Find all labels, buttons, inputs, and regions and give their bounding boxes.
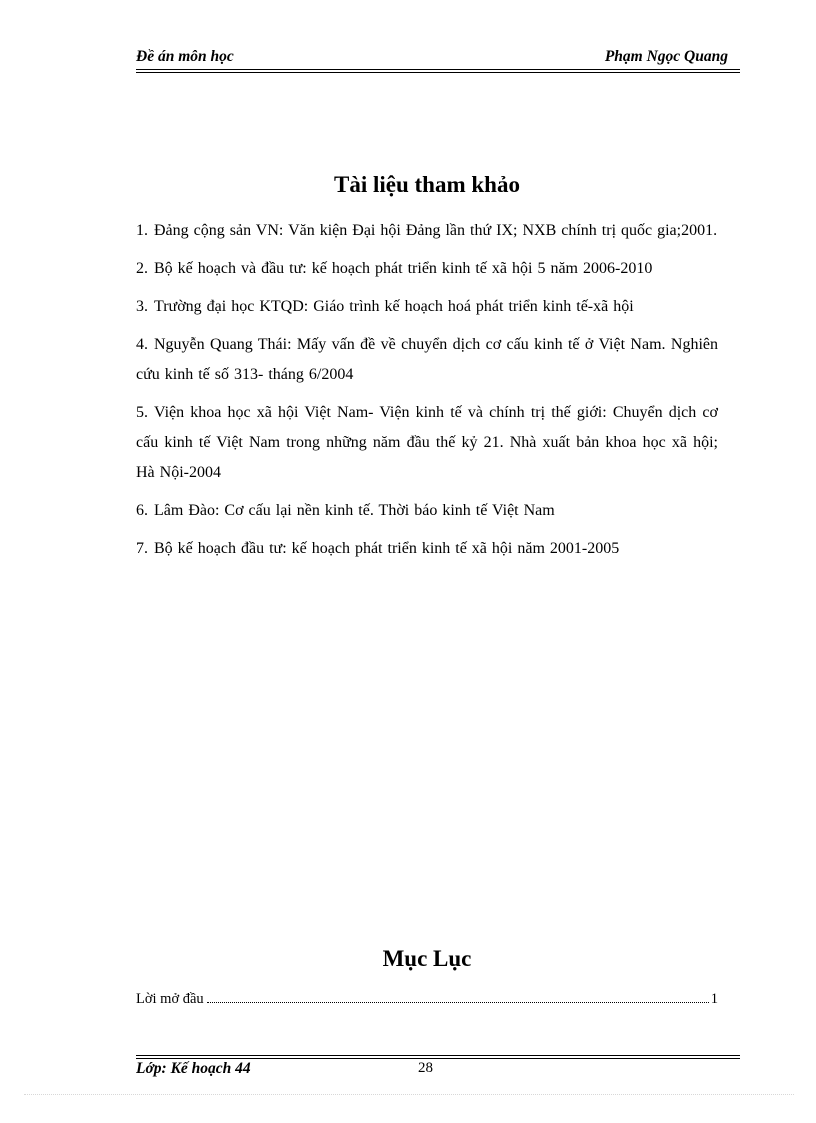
page-header	[136, 48, 740, 70]
page-edge-divider	[24, 1094, 794, 1095]
header-author-name: Phạm Ngọc Quang	[604, 48, 728, 65]
reference-text: Viện khoa học xã hội Việt Nam- Viện kinh tế và chính trị thế giới: Chuyển dịch cơ cấu kinh tế Việt Nam trong những năm đầu thế kỷ 21. Nhà xuất bản khoa học xã hội; Hà Nội-2004	[136, 404, 718, 481]
reference-item	[136, 496, 718, 526]
toc-dot-leader	[207, 988, 709, 1003]
page-footer	[136, 1060, 740, 1078]
toc-title: Mục Lục	[382, 946, 472, 971]
footer-rule-top	[136, 1055, 740, 1056]
reference-number: 7.	[136, 540, 148, 557]
reference-text: Nguyễn Quang Thái: Mấy vấn đề về chuyển dịch cơ cấu kinh tế ở Việt Nam. Nghiên cứu kinh tế số 313- tháng 6/2004	[136, 336, 718, 383]
reference-item	[136, 534, 718, 564]
footer-rule-bottom	[136, 1058, 740, 1059]
references-list	[136, 216, 718, 572]
header-course-title: Đề án môn học	[136, 48, 234, 65]
reference-number: 4.	[136, 336, 148, 353]
reference-text: Lâm Đào: Cơ cấu lại nền kinh tế. Thời báo kinh tế Việt Nam	[154, 502, 555, 519]
reference-text: Bộ kế hoạch đầu tư: kế hoạch phát triển kinh tế xã hội năm 2001-2005	[154, 540, 620, 557]
header-rule-bottom	[136, 72, 740, 73]
toc-entry-page: 1	[710, 991, 718, 1007]
reference-number: 2.	[136, 260, 148, 277]
reference-item	[136, 216, 718, 246]
reference-text: Trường đại học KTQD: Giáo trình kế hoạch hoá phát triển kinh tế-xã hội	[154, 298, 634, 315]
reference-number: 5.	[136, 404, 148, 421]
reference-number: 3.	[136, 298, 148, 315]
reference-number: 1.	[136, 222, 148, 239]
toc-entry[interactable]	[136, 988, 718, 1008]
reference-number: 6.	[136, 502, 148, 519]
reference-item	[136, 398, 718, 488]
reference-item	[136, 254, 718, 284]
reference-item	[136, 330, 718, 390]
footer-class-label: Lớp: Kế hoạch 44	[136, 1060, 251, 1077]
toc-entry-label: Lời mở đầu	[136, 991, 204, 1007]
references-title: Tài liệu tham khảo	[334, 172, 520, 197]
footer-page-number: 28	[418, 1060, 433, 1076]
reference-item	[136, 292, 718, 322]
header-rule-top	[136, 69, 740, 70]
reference-text: Đảng cộng sản VN: Văn kiện Đại hội Đảng lần thứ IX; NXB chính trị quốc gia;2001.	[154, 222, 718, 239]
reference-text: Bộ kế hoạch và đầu tư: kế hoạch phát triển kinh tế xã hội 5 năm 2006-2010	[154, 260, 653, 277]
